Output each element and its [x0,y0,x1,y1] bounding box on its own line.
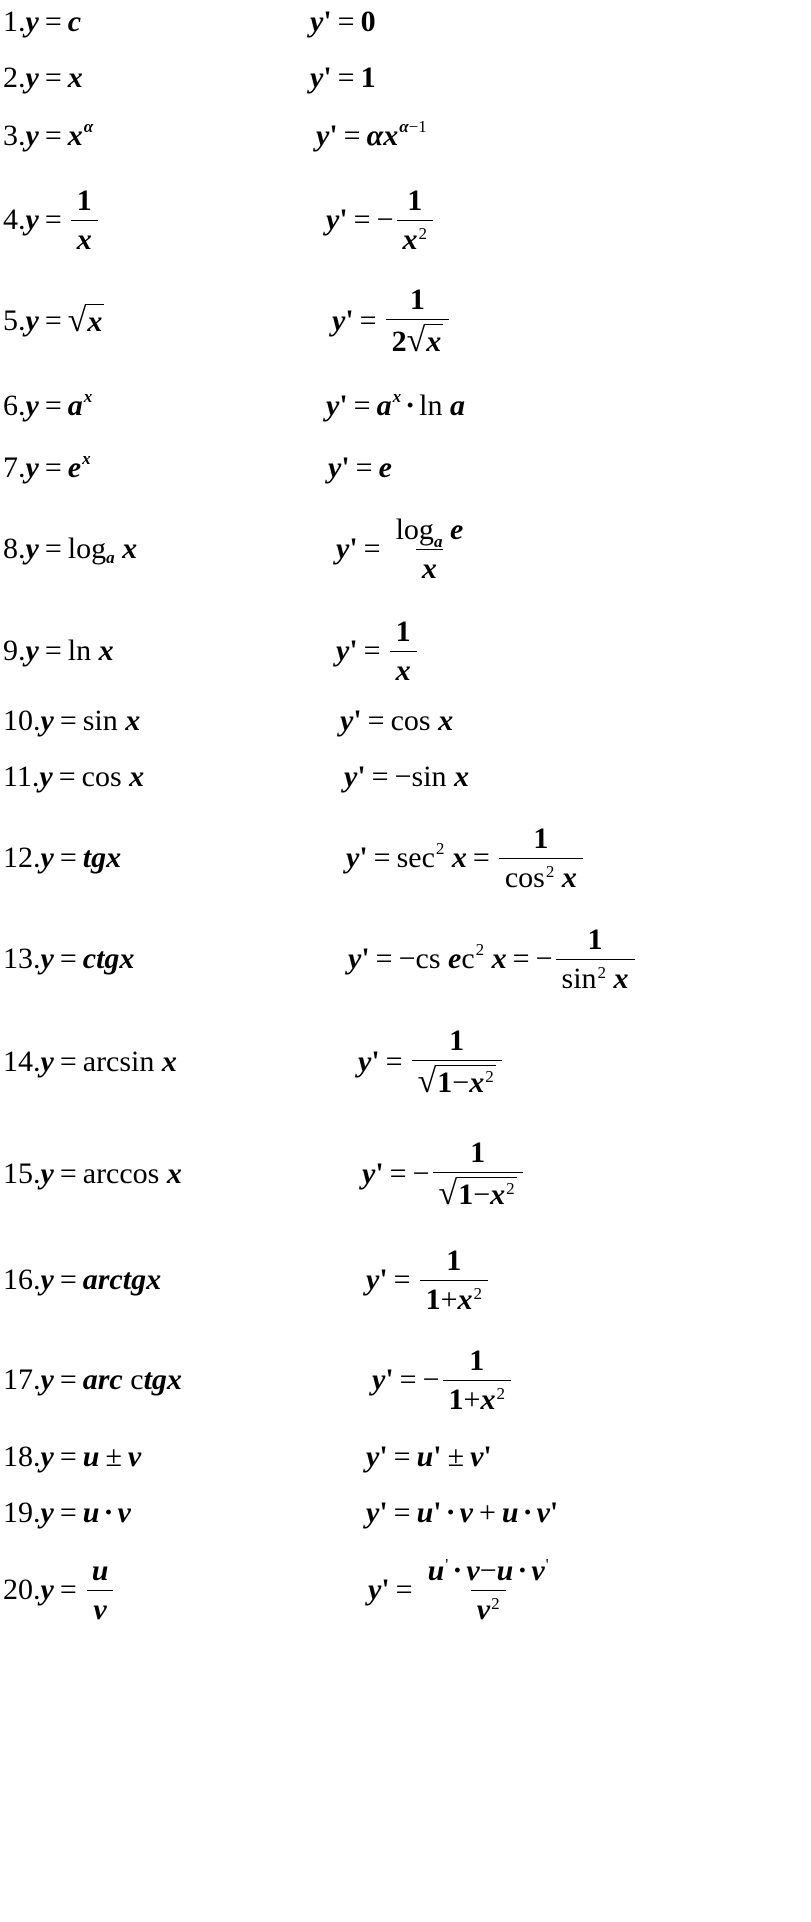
function-4: 4. y = $\frac{1}{x}$ [3,174,101,266]
function-11: 11. y = cos x [3,760,145,793]
derivative-11: y ' = −sin x [344,760,470,793]
derivative-12: y ' = sec $^2$ x = $\frac{1}{\cos^2 x}$ [346,810,586,906]
derivative-4: y ' = − $\frac{1}{x^2}$ [326,174,436,266]
derivative-6: y ' = a $^x$ · ln a [326,386,465,422]
formula-row-10 [0,700,811,742]
formula-row-2 [0,58,811,98]
derivative-16: y ' = $\frac{1}{1+x^2}$ [366,1234,491,1326]
formula-row-16 [0,1234,811,1326]
function-19: 19. y = u · v [3,1496,131,1529]
function-3: 3. y = x $^\alpha$ [3,116,94,152]
formula-row-15 [0,1124,811,1224]
derivative-14: y ' = 1 √ $1-x^2$ [358,1012,505,1112]
derivative-1: y ' = 0 [310,5,376,38]
derivative-8: y ' = $\frac{\log_a e}{x}$ [336,512,464,585]
derivative-10: y ' = cos x [340,704,454,737]
formula-row-12 [0,810,811,906]
function-18: 18. y = u ± v [3,1440,142,1473]
formula-row-6 [0,382,811,430]
derivative-2: y ' = 1 [310,61,376,94]
function-1: 1. y = c [3,5,82,38]
formula-row-7 [0,444,811,492]
formula-row-20 [0,1542,811,1638]
function-9: 9. y = ln x [3,634,114,667]
function-2: 2. y = x [3,61,83,94]
derivative-7: y ' = e [328,451,392,484]
formula-row-5 [0,274,811,368]
function-10: 10. y = sin x [3,704,141,737]
derivative-5: y ' = 1 2 √ x [332,274,452,368]
function-20: 20. y = $\frac{u}{v}$ [3,1542,117,1638]
derivative-20: y ' = $\frac{u' \cdot v-u \cdot v'}{v^2}$ [368,1553,549,1626]
formula-row-3 [0,112,811,160]
function-7: 7. y = e $^x$ [3,448,91,484]
function-14: 14. y = arcsin x [3,1045,177,1078]
formula-row-9 [0,606,811,696]
function-5: 5. y = √ x [3,302,103,339]
formula-row-8 [0,502,811,596]
formula-row-18 [0,1436,811,1478]
function-6: 6. y = a $^x$ [3,386,93,422]
function-15: 15. y = arccos x [3,1157,182,1190]
function-17: 17. y = arc c tgx [3,1363,182,1396]
formula-row-13 [0,910,811,1008]
function-16: 16. y = arctgx [3,1263,162,1296]
derivative-3: y ' = αx $^{\alpha -1}$ [316,116,427,152]
formula-row-14 [0,1012,811,1112]
derivative-15: y ' = − 1 √ $1-x^2$ [362,1124,526,1224]
function-12: 12. y = tgx [3,841,122,874]
derivative-19: y ' = u ' · v + u · v ' [366,1496,559,1529]
formula-row-19 [0,1492,811,1534]
formula-row-4 [0,174,811,266]
derivative-17: y ' = − $\frac{1}{1+x^2}$ [372,1334,514,1426]
function-13: 13. y = ctgx [3,942,135,975]
derivative-13: y ' = −cs e c $^2$ x = − $\frac{1}{\sin^2 x}$ [348,910,638,1008]
derivative-9: y ' = $\frac{1}{x}$ [336,606,420,696]
formula-row-1 [0,2,811,42]
formula-row-11 [0,756,811,798]
function-8: 8. y = log $_a$ x [3,532,138,567]
formula-row-17 [0,1334,811,1426]
derivative-18: y ' = u ' ± v ' [366,1440,492,1473]
